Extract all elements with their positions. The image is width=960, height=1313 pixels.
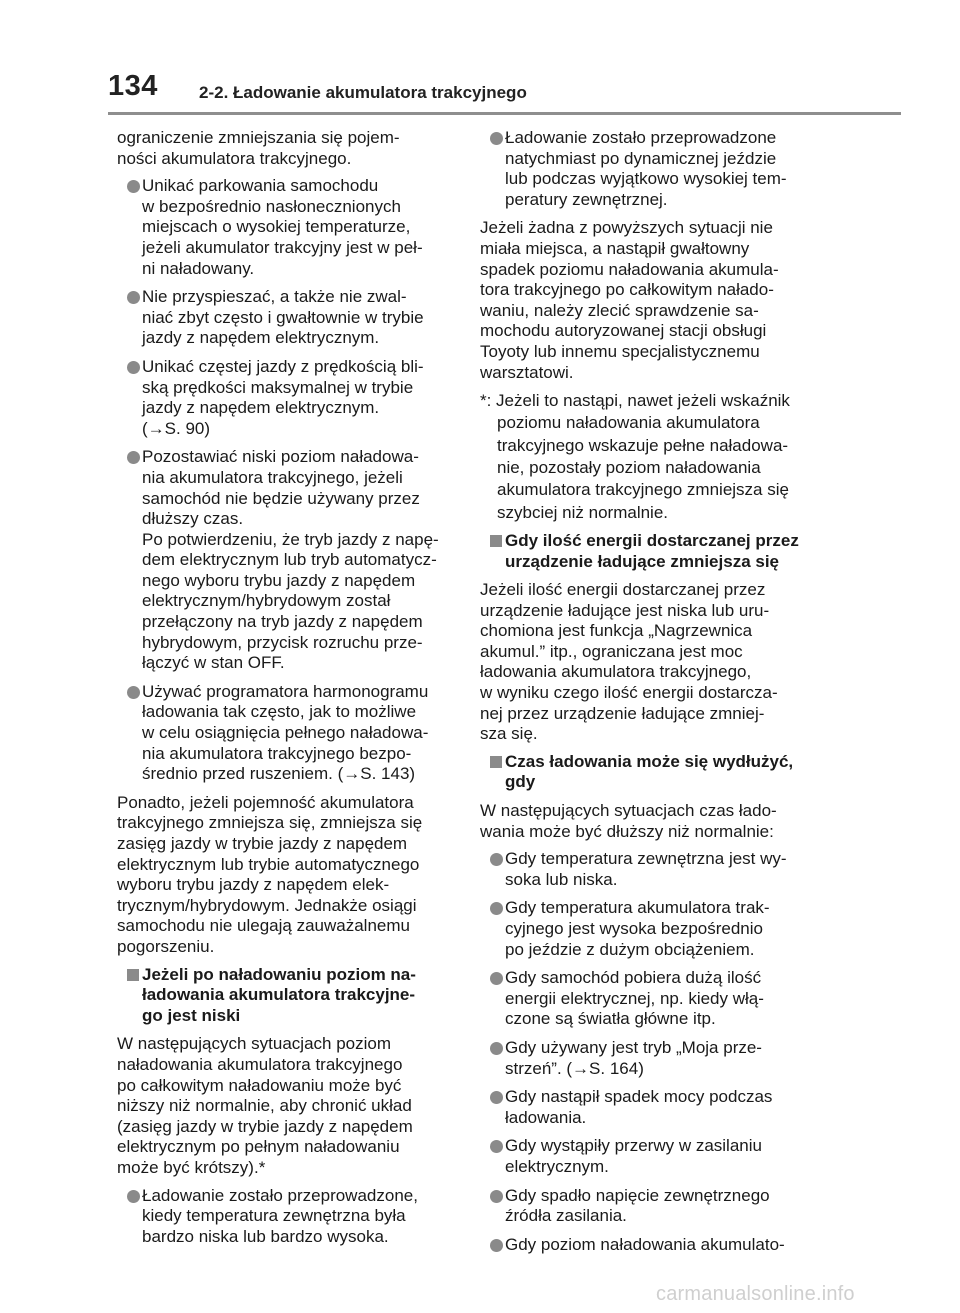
text-line: Toyoty lub innemu specjalistycznemu [480, 341, 760, 361]
text-line: samochodu nie ulegają zauważalnemu [117, 916, 410, 936]
text-line: Gdy ilość energii dostarczanej przez [505, 530, 799, 550]
text-line: niższy niż normalnie, aby chronić układ [117, 1096, 412, 1116]
bullet-circle-icon [127, 361, 140, 374]
text-line: Jeżeli żadna z powyższych sytuacji nie [480, 218, 773, 238]
page-number: 134 [108, 70, 158, 102]
bullet-circle-icon [490, 853, 503, 866]
text-line: warsztatowi. [480, 362, 574, 382]
text-line: ładowania akumulatora trakcyjne- [142, 985, 416, 1005]
page-header [0, 0, 960, 118]
text-line: trakcyjnego wskazuje pełne naładowa- [497, 435, 789, 455]
subheading [480, 752, 810, 793]
text-line: Czas ładowania może się wydłużyć, [505, 751, 794, 771]
text-line: dłuższy czas. [142, 509, 244, 529]
text-line: (→S. 90) [142, 418, 211, 438]
bullet-circle-icon [490, 1239, 503, 1252]
text-line: łączyć w stan OFF. [142, 653, 285, 673]
paragraph [117, 793, 455, 958]
paragraph [480, 801, 810, 842]
text-line: niać zbyt często i gwałtownie w trybie [142, 307, 424, 327]
text-line: kiedy temperatura zewnętrzna była [142, 1206, 406, 1226]
text-line: nej przez urządzenie ładujące zmniej- [480, 703, 765, 723]
text-line: w wyniku czego ilość energii dostarcza- [480, 683, 778, 703]
text-line: tora trakcyjnego po całkowitym nałado- [480, 280, 774, 300]
text-line: bardzo niska lub bardzo wysoka. [142, 1226, 389, 1246]
paragraph [480, 218, 810, 383]
text-line: samochód nie będzie używany przez [142, 488, 420, 508]
bullet-item [117, 682, 455, 785]
text-line: elektrycznym lub trybie automatycznego [117, 854, 420, 874]
text-line: gdy [505, 772, 536, 792]
text-line: ograniczenie zmniejszania się pojem- [117, 128, 400, 147]
text-line: miejscach o wysokiej temperaturze, [142, 217, 411, 237]
bullet-item [480, 1038, 810, 1079]
text-line: czone są światła główne itp. [505, 1009, 716, 1029]
text-line: wania może być dłuższy niż normalnie: [480, 821, 774, 841]
text-line: Gdy wystąpiły przerwy w zasilaniu [505, 1136, 762, 1156]
bullet-item [117, 447, 455, 674]
bullet-circle-icon [490, 1042, 503, 1055]
watermark: carmanualsonline.info [656, 1283, 855, 1305]
text-line: sza się. [480, 724, 538, 744]
text-line: trycznym/hybrydowym. Jednakże osiągi [117, 895, 417, 915]
text-line: elektrycznym. [505, 1156, 609, 1176]
bullet-circle-icon [490, 1140, 503, 1153]
bullet-item [480, 1087, 810, 1128]
bullet-item [480, 849, 810, 890]
text-line: Pozostawiać niski poziom naładowa- [142, 447, 419, 467]
bullet-item [480, 1186, 810, 1227]
header-divider [108, 112, 901, 115]
paragraph [117, 128, 455, 169]
heading-square-icon [490, 756, 502, 768]
text-line: jeżeli akumulator trakcyjny jest w peł- [142, 237, 423, 257]
text-line: źródła zasilania. [505, 1206, 627, 1226]
bullet-circle-icon [490, 972, 503, 985]
text-line: natychmiast po dynamicznej jeździe [505, 148, 777, 168]
bullet-circle-icon [127, 180, 140, 193]
text-line: ładowania tak często, jak to możliwe [142, 702, 417, 722]
text-line: chomiona jest funkcja „Nagrzewnica [480, 621, 753, 641]
text-line: Gdy temperatura akumulatora trak- [505, 898, 770, 918]
bullet-circle-icon [490, 132, 503, 145]
text-line: go jest niski [142, 1005, 241, 1025]
text-line: urządzenie ładujące jest niska lub uru- [480, 600, 770, 620]
text-line: W następujących sytuacjach poziom [117, 1034, 392, 1054]
text-line: po jeździe z dużym obciążeniem. [505, 939, 755, 959]
bullet-circle-icon [490, 1091, 503, 1104]
text-line: Gdy samochód pobiera dużą ilość [505, 968, 762, 988]
text-line: Po potwierdzeniu, że tryb jazdy z napę- [142, 529, 439, 549]
text-line: po całkowitym naładowaniu może być [117, 1075, 402, 1095]
text-line: ładowania akumulatora trakcyjnego, [480, 662, 752, 682]
text-line: Jeżeli po naładowaniu poziom na- [142, 964, 416, 984]
text-line: spadek poziomu naładowania akumula- [480, 259, 779, 279]
text-line: zasięg jazdy w trybie jazdy z napędem [117, 834, 408, 853]
text-line: Gdy nastąpił spadek mocy podczas [505, 1087, 773, 1107]
text-line: ności akumulatora trakcyjnego. [117, 148, 352, 168]
text-line: energii elektrycznej, np. kiedy włą- [505, 988, 764, 1008]
bullet-item [117, 357, 455, 439]
text-line: trakcyjnego zmniejsza się, zmniejsza się [117, 813, 423, 833]
text-line: poziomu naładowania akumulatora [497, 413, 760, 433]
text-line: nie, pozostały poziom naładowania [497, 458, 761, 478]
text-line: W następujących sytuacjach czas łado- [480, 801, 777, 821]
bullet-circle-icon [127, 1190, 140, 1203]
bullet-item [117, 1186, 455, 1248]
text-line: Unikać parkowania samochodu [142, 176, 379, 196]
subheading [480, 531, 810, 572]
text-line: ni naładowany. [142, 258, 255, 278]
text-line: pogorszeniu. [117, 936, 215, 956]
text-line: miała miejsca, a nastąpił gwałtowny [480, 238, 750, 258]
bullet-item [480, 1235, 810, 1256]
text-line: mochodu autoryzowanej stacji obsługi [480, 321, 767, 341]
text-line: waniu, należy zlecić sprawdzenie sa- [480, 300, 759, 320]
footnote [480, 390, 810, 524]
bullet-item [117, 287, 455, 349]
text-line: Gdy temperatura zewnętrzna jest wy- [505, 849, 787, 869]
text-line: średnio przed ruszeniem. (→S. 143) [142, 764, 416, 784]
text-line: akumul.” itp., ograniczana jest moc [480, 641, 743, 661]
text-line: soka lub niska. [505, 869, 618, 889]
text-line: Unikać częstej jazdy z prędkością bli- [142, 356, 424, 376]
text-line: w bezpośrednio nasłonecznionych [142, 196, 401, 216]
bullet-circle-icon [490, 1190, 503, 1203]
text-line: ską prędkości maksymalnej w trybie [142, 377, 414, 397]
text-line: hybrydowym, przycisk rozruchu prze- [142, 632, 423, 652]
text-line: elektrycznym/hybrydowym został [142, 591, 391, 611]
text-line: strzeń”. (→S. 164) [505, 1058, 644, 1078]
text-line: ładowania. [505, 1107, 587, 1127]
text-line: nego wyboru trybu jazdy z napędem [142, 570, 416, 590]
bullet-circle-icon [127, 291, 140, 304]
text-line: Używać programatora harmonogramu [142, 681, 429, 701]
section-title: 2-2. Ładowanie akumulatora trakcyjnego [199, 83, 527, 102]
text-line: w celu osiągnięcia pełnego naładowa- [142, 723, 429, 743]
bullet-circle-icon [127, 451, 140, 464]
text-line: wyboru trybu jazdy z napędem elek- [117, 875, 390, 895]
text-line: Nie przyspieszać, a także nie zwal- [142, 287, 407, 307]
text-line: akumulatora trakcyjnego zmniejsza się [497, 480, 789, 500]
text-line: nia akumulatora trakcyjnego bezpo- [142, 743, 412, 763]
text-line: jazdy z napędem elektrycznym. [142, 398, 380, 418]
text-line: szybciej niż normalnie. [497, 502, 669, 522]
bullet-circle-icon [490, 902, 503, 915]
text-line: lub podczas wyjątkowo wysokiej tem- [505, 169, 787, 189]
bullet-item [480, 968, 810, 1030]
text-line: Jeżeli ilość energii dostarczanej przez [480, 580, 766, 600]
text-line: dem elektrycznym lub tryb automatycz- [142, 550, 437, 570]
right-column [480, 128, 810, 1263]
text-line: jazdy z napędem elektrycznym. [142, 328, 380, 348]
heading-square-icon [127, 969, 139, 981]
bullet-circle-icon [127, 686, 140, 699]
text-line: *: Jeżeli to nastąpi, nawet jeżeli wskaźnik [480, 391, 790, 411]
heading-square-icon [490, 535, 502, 547]
left-column [117, 128, 455, 1255]
text-line: Ładowanie zostało przeprowadzone [505, 128, 777, 147]
text-line: nia akumulatora trakcyjnego, jeżeli [142, 467, 403, 487]
paragraph [480, 580, 810, 745]
bullet-item [480, 898, 810, 960]
text-line: peratury zewnętrznej. [505, 189, 668, 209]
text-line: cyjnego jest wysoka bezpośrednio [505, 919, 763, 938]
text-line: naładowania akumulatora trakcyjnego [117, 1054, 403, 1074]
text-line: może być krótszy).* [117, 1157, 266, 1177]
text-line: Gdy używany jest tryb „Moja prze- [505, 1037, 762, 1057]
text-line: urządzenie ładujące zmniejsza się [505, 551, 780, 571]
text-line: Ponadto, jeżeli pojemność akumulatora [117, 792, 414, 812]
text-line: Ładowanie zostało przeprowadzone, [142, 1185, 418, 1205]
bullet-item [480, 1136, 810, 1177]
text-line: Gdy poziom naładowania akumulato- [505, 1234, 785, 1254]
text-line: elektrycznym po pełnym naładowaniu [117, 1137, 400, 1157]
text-line: (zasięg jazdy w trybie jazdy z napędem [117, 1116, 413, 1136]
subheading [117, 965, 455, 1027]
text-line: przełączony na tryb jazdy z napędem [142, 612, 423, 632]
paragraph [117, 1034, 455, 1178]
text-line: Gdy spadło napięcie zewnętrznego [505, 1185, 770, 1205]
bullet-item [117, 176, 455, 279]
bullet-item [480, 128, 810, 210]
